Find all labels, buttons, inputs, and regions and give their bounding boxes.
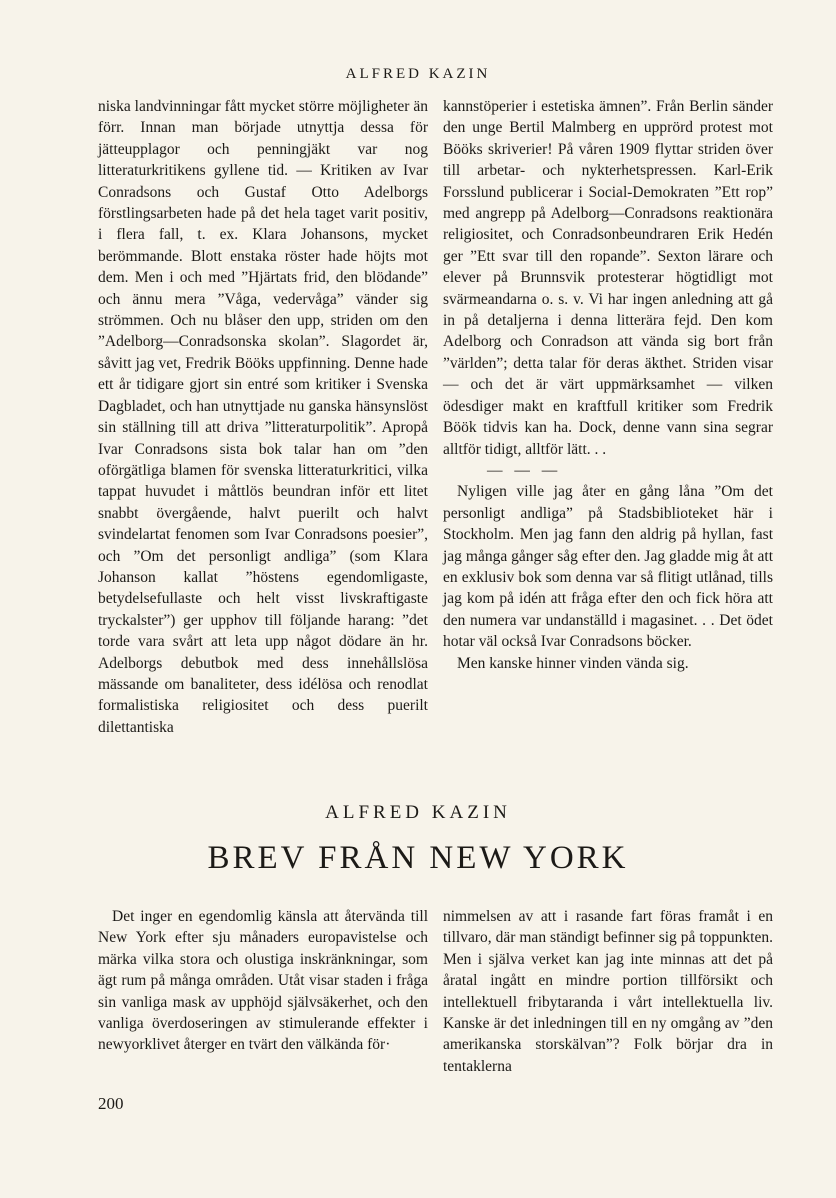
paragraph: niska landvinningar fått mycket större möjligheter än förr. Innan man började utnyttja dessa för jätteupplagor och penningjäkt var nog litteraturkritikens gyllene tid. — Kritiken av Ivar Conradsons och Gustaf Otto Adelborgs förstlingsarbeten hade på det hela taget varit positiv, i flera fall, t. ex. Klara Johansons, mycket berömmande. Blott enstaka röster hade höjts mot dem. Men i och med ”Hjärtats frid, den blödande” och ännu mera ”Våga, vedervåga” vänder sig strömmen. Och nu blåser den upp, striden om den ”Adelborg—Conradsonska skolan”. Slagordet är, såvitt jag vet, Fredrik Bööks uppfinning. Denne hade ett år tidigare gjort sin entré som kritiker i Svenska Dagbladet, och han utnyttjade nu ganska hänsynslöst sin ställning till att driva ”litteraturpolitik”. Apropå Ivar Conradsons sista bok talar han om ”den oförgätliga blamen för svenska litteraturkritici, vilka tappat huvudet i måttlös beundran inför ett litet snabbt övergående, halvt puerilt och halvt svindelartat fenomen som Ivar Conradsons poesier”, och ”Om det personligt andliga” (som Klara Johanson kallat ”höstens egendomligaste, betydelsefullaste och helt visst livskraftigaste tryckalster”) ger upphov till följande harang: ”det torde vara svårt att leta upp något dödare än hr. Adelborgs debutbok med dess innehållslösa mässande om banaliteter, dess idélösa och renodlat formalistiska religiositet och dess puerilt dilettantiska [98, 98, 428, 736]
paragraph: kannstöperier i estetiska ämnen”. Från Berlin sänder den unge Bertil Malmberg en upprörd protest mot Bööks skriverier! På våren 1909 flyttar striden över till arbetar- och nykterhetspressen. Karl-Erik Forsslund publicerar i Social-Demokraten ”Ett rop” med angrepp på Adelborg—Conradsons reaktionära religiositet, och Conradsonbeundraren Erik Hedén ger ”Ett svar till den ropande”. Sexton lärare och elever på Brunnsvik protesterar högtidligt mot svärmeandarna o. s. v. Vi har ingen anledning att gå in på detaljerna i denna litterära fejd. Den kom Adelborg och Conradson att vända sig bort från ”världen”; detta talar för deras äkthet. Striden visar — och det är värt uppmärksamhet — vilken ödesdiger makt en kraftfull kritiker som Fredrik Böök tidvis kan ha. Dock, denne vann sina segrar alltför tidigt, alltför lätt. . . [443, 98, 773, 458]
top-right-column [443, 96, 773, 674]
article-title: BREV FRÅN NEW YORK [207, 840, 629, 876]
article-right-column [443, 906, 773, 1077]
page-number: 200 [98, 1094, 124, 1113]
article-author: ALFRED KAZIN [325, 802, 511, 823]
article-left-column [98, 906, 428, 1056]
paragraph: Det inger en egendomlig känsla att återvända till New York efter sju månaders europavistelse och märka vilka stora och olustiga inskränkningar, som ägt rum på många områden. Utåt visar staden i fråga sin vanliga mask av upphöjd självsäkerhet, och den vanliga överdoseringen av stimulerande effekter i newyorklivet återger en tvärt den välkända för· [98, 908, 428, 1054]
paragraph: nimmelsen av att i rasande fart föras framåt i en tillvaro, där man ständigt befinner sig på toppunkten. Men i själva verket kan jag inte minnas att det på åratal ingått en mindre portion tillförsikt och intellektuell fribytaranda i vårt intellektuella liv. Kanske är det inledningen till en ny omgång av ”den amerikanska storskälvan”? Folk börjar dra in tentaklerna [443, 908, 773, 1075]
section-divider: — — — [487, 461, 562, 479]
running-head: ALFRED KAZIN [345, 66, 491, 82]
paragraph: Men kanske hinner vinden vända sig. [457, 654, 689, 672]
paragraph: Nyligen ville jag åter en gång låna ”Om det personligt andliga” på Stadsbiblioteket här i Stockholm. Men jag fann den aldrig på hyllan, fast jag många gånger såg efter den. Jag gladde mig åt att en exklusiv bok som denna var så flitigt utlånad, tills jag kom på idén att fråga efter den och fick höra att den numera var undanställd i magasinet. . . Det ödet hotar väl också Ivar Conradsons böcker. [443, 483, 773, 651]
top-left-column [98, 96, 428, 738]
